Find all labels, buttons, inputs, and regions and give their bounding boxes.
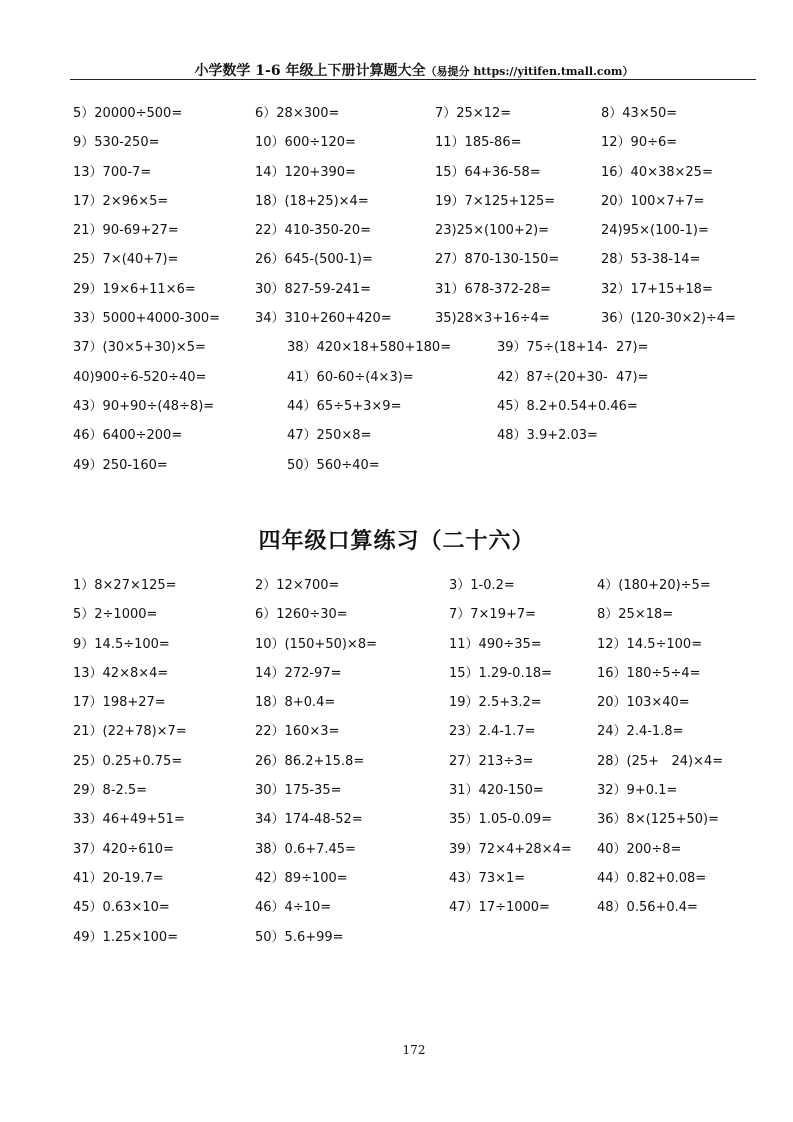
problem-item: 20）100×7+7= xyxy=(601,193,705,209)
problem-item: 12）90÷6= xyxy=(601,135,678,151)
problem-item: 46）6400÷200= xyxy=(73,428,183,444)
problem-item: 11）490÷35= xyxy=(449,636,542,652)
problem-item: 50）5.6+99= xyxy=(255,929,344,945)
problem-item: 38）420×18+580+180= xyxy=(287,340,452,356)
problem-item: 40)900÷6-520÷40= xyxy=(73,369,207,385)
problem-item: 42）89÷100= xyxy=(255,870,348,886)
problem-item: 38）0.6+7.45= xyxy=(255,841,356,857)
problem-item: 27）213÷3= xyxy=(449,753,534,769)
problem-item: 30）827-59-241= xyxy=(255,281,371,297)
problem-item: 44）0.82+0.08= xyxy=(597,870,707,886)
problem-item: 16）180÷5÷4= xyxy=(597,665,701,681)
problem-item: 21）(22+78)×7= xyxy=(73,724,187,740)
problem-item: 24）2.4-1.8= xyxy=(597,724,684,740)
problem-item: 28）(25+ 24)×4= xyxy=(597,753,724,769)
problem-item: 39）72×4+28×4= xyxy=(449,841,572,857)
problem-item: 34）174-48-52= xyxy=(255,812,363,828)
problem-item: 5）20000÷500= xyxy=(73,106,183,121)
problem-item: 13）700-7= xyxy=(73,164,152,180)
problem-item: 36）(120-30×2)÷4= xyxy=(601,311,736,327)
problem-item: 45）8.2+0.54+0.46= xyxy=(497,398,638,414)
problem-item: 47）250×8= xyxy=(287,428,372,444)
problem-item: 24)95×(100-1)= xyxy=(601,223,709,239)
problem-item: 43）90+90÷(48÷8)= xyxy=(73,398,215,414)
problem-item: 9）14.5÷100= xyxy=(73,636,170,652)
problem-item: 11）185-86= xyxy=(435,135,522,151)
problem-item: 7）7×19+7= xyxy=(449,607,537,623)
problem-item: 50）560÷40= xyxy=(287,457,380,473)
problem-item: 12）14.5÷100= xyxy=(597,636,703,652)
problem-item: 8）25×18= xyxy=(597,607,674,623)
problem-item: 19）7×125+125= xyxy=(435,193,556,209)
problem-item: 23）2.4-1.7= xyxy=(449,724,536,740)
section-title: 四年级口算练习（二十六） xyxy=(258,528,535,554)
page-number: 172 xyxy=(402,1043,426,1057)
problem-item: 36）8×(125+50)= xyxy=(597,812,719,828)
header-subtitle: （易提分 https://yitifen.tmall.com） xyxy=(425,65,634,78)
problem-item: 37）420÷610= xyxy=(73,841,174,857)
problem-item: 35）1.05-0.09= xyxy=(449,812,553,828)
problem-item: 8）43×50= xyxy=(601,106,678,121)
problem-item: 26）645-(500-1)= xyxy=(255,252,373,268)
page-header xyxy=(72,60,756,80)
problem-item: 32）9+0.1= xyxy=(597,783,678,799)
problem-item: 17）198+27= xyxy=(73,695,166,711)
problem-item: 39）75÷(18+14- 27)= xyxy=(497,340,649,356)
problem-item: 14）120+390= xyxy=(255,164,356,180)
problem-item: 33）46+49+51= xyxy=(73,812,185,828)
problem-item: 26）86.2+15.8= xyxy=(255,753,365,769)
problem-item: 37）(30×5+30)×5= xyxy=(73,340,206,356)
problem-item: 31）420-150= xyxy=(449,783,544,799)
problem-item: 5）2÷1000= xyxy=(73,607,158,623)
problem-item: 19）2.5+3.2= xyxy=(449,695,542,711)
problem-item: 9）530-250= xyxy=(73,135,160,151)
problem-item: 6）1260÷30= xyxy=(255,607,348,623)
problem-item: 7）25×12= xyxy=(435,106,512,121)
problem-item: 27）870-130-150= xyxy=(435,252,560,268)
problem-item: 20）103×40= xyxy=(597,695,690,711)
header-divider xyxy=(70,79,756,80)
problem-item: 4）(180+20)÷5= xyxy=(597,578,711,593)
problem-item: 49）1.25×100= xyxy=(73,929,179,945)
problem-item: 18）(18+25)×4= xyxy=(255,193,369,209)
problem-item: 45）0.63×10= xyxy=(73,900,170,916)
problem-item: 6）28×300= xyxy=(255,106,340,121)
problem-item: 15）64+36-58= xyxy=(435,164,541,180)
header-title: 小学数学 1-6 年级上下册计算题大全 xyxy=(194,63,426,79)
problem-item: 23)25×(100+2)= xyxy=(435,223,550,239)
problem-item: 22）410-350-20= xyxy=(255,223,371,239)
problem-item: 14）272-97= xyxy=(255,665,342,681)
problem-item: 21）90-69+27= xyxy=(73,223,179,239)
problem-item: 34）310+260+420= xyxy=(255,311,392,327)
problem-item: 48）0.56+0.4= xyxy=(597,900,698,916)
problem-item: 47）17÷1000= xyxy=(449,900,550,916)
problem-item: 16）40×38×25= xyxy=(601,164,713,180)
problem-item: 49）250-160= xyxy=(73,457,168,473)
problem-item: 3）1-0.2= xyxy=(449,578,515,593)
problem-item: 41）20-19.7= xyxy=(73,870,164,886)
problem-item: 41）60-60÷(4×3)= xyxy=(287,369,414,385)
problem-item: 25）7×(40+7)= xyxy=(73,252,179,268)
problem-item: 17）2×96×5= xyxy=(73,193,169,209)
problem-item: 25）0.25+0.75= xyxy=(73,753,183,769)
problem-item: 28）53-38-14= xyxy=(601,252,701,268)
problem-item: 30）175-35= xyxy=(255,783,342,799)
problem-item: 31）678-372-28= xyxy=(435,281,551,297)
problem-item: 46）4÷10= xyxy=(255,900,332,916)
problem-item: 48）3.9+2.03= xyxy=(497,428,598,444)
problem-item: 1）8×27×125= xyxy=(73,578,177,593)
problem-item: 32）17+15+18= xyxy=(601,281,713,297)
problem-item: 22）160×3= xyxy=(255,724,340,740)
problem-item: 15）1.29-0.18= xyxy=(449,665,553,681)
problem-item: 2）12×700= xyxy=(255,578,340,593)
problem-item: 10）(150+50)×8= xyxy=(255,636,377,652)
problem-item: 44）65÷5+3×9= xyxy=(287,398,402,414)
problem-item: 10）600÷120= xyxy=(255,135,356,151)
problem-item: 40）200÷8= xyxy=(597,841,682,857)
problem-item: 29）8-2.5= xyxy=(73,783,148,799)
problem-item: 33）5000+4000-300= xyxy=(73,311,220,327)
problem-item: 18）8+0.4= xyxy=(255,695,336,711)
problem-item: 29）19×6+11×6= xyxy=(73,281,196,297)
problem-item: 13）42×8×4= xyxy=(73,665,169,681)
problem-item: 42）87÷(20+30- 47)= xyxy=(497,369,649,385)
problem-item: 35)28×3+16÷4= xyxy=(435,311,550,327)
problem-item: 43）73×1= xyxy=(449,870,526,886)
